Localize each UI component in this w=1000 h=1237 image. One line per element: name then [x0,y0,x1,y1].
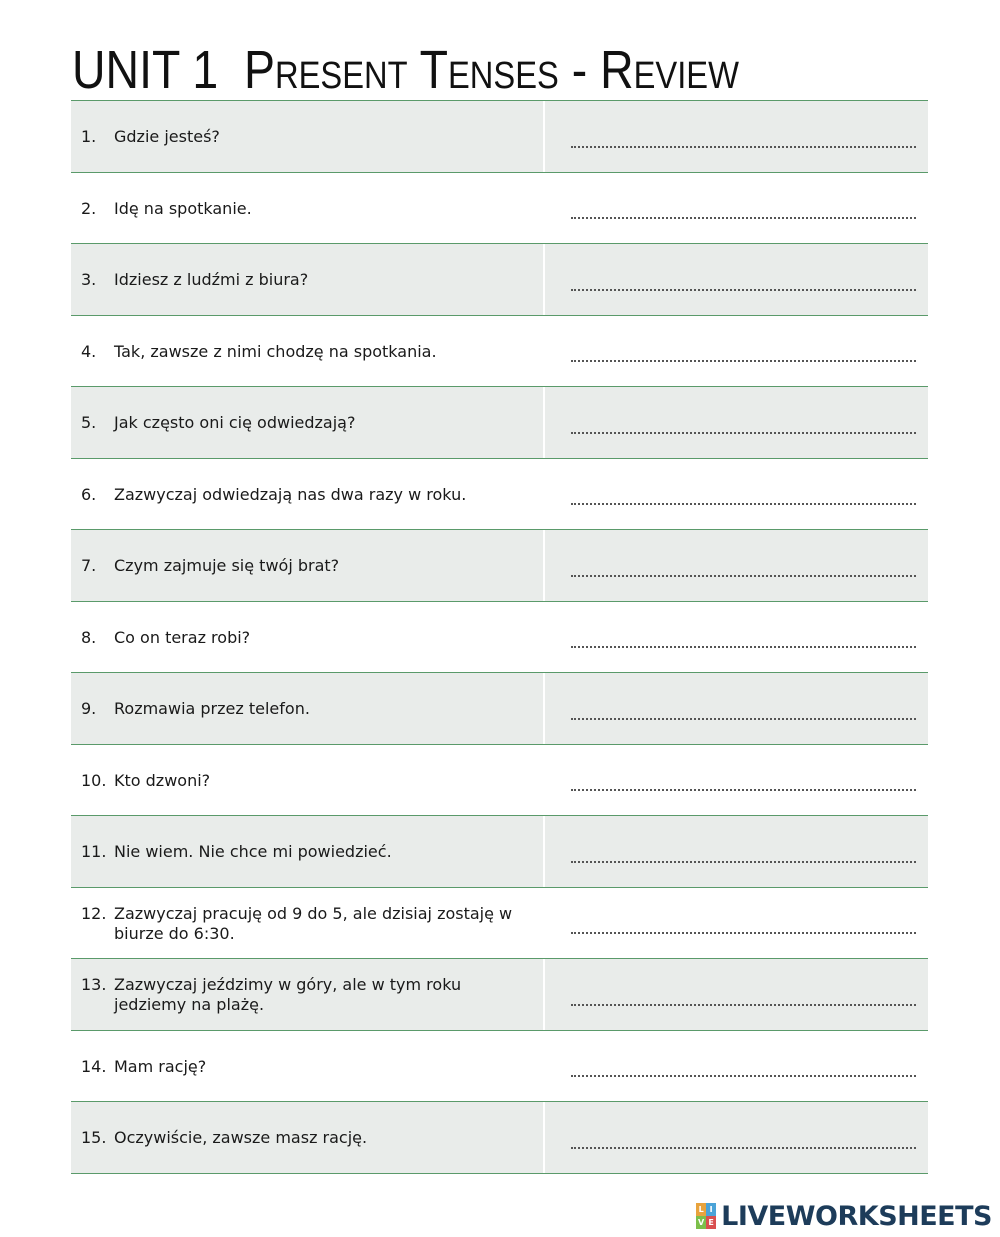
question-number: 12. [81,903,107,923]
answer-cell [545,459,928,530]
question-number: 10. [81,770,107,790]
question-text: Co on teraz robi? [114,627,251,647]
question-row [71,459,928,531]
answer-cell [545,387,928,458]
question-row [71,602,928,674]
question-number: 7. [81,556,97,575]
question-text: Oczywiście, zawsze masz rację. [114,1128,368,1147]
question-cell [71,602,545,673]
question-text: Idę na spotkanie. [114,198,252,218]
question-cell [71,387,545,458]
question-row [71,888,928,960]
answer-cell [545,1102,928,1173]
question-cell [71,173,545,244]
answer-input-line[interactable] [571,646,916,648]
question-text: Gdzie jesteś? [114,127,220,146]
answer-input-line[interactable] [571,217,916,219]
answer-input-line[interactable] [571,360,916,362]
question-text: Zazwyczaj pracuję od 9 do 5, ale dzisiaj zostaję w biurze do 6:30. [114,903,513,943]
answer-cell [545,1031,928,1102]
question-cell [71,1102,545,1173]
question-row [71,745,928,817]
title-unit: UNIT 1 [72,40,219,100]
question-number: 2. [81,198,97,218]
answer-cell [545,173,928,244]
question-row [71,959,928,1031]
question-cell [71,101,545,172]
answer-input-line[interactable] [571,932,916,934]
question-text: Mam rację? [114,1056,207,1076]
question-number: 11. [81,842,107,861]
question-row [71,1102,928,1174]
title-topic: Present Tenses - Review [244,40,739,100]
answer-cell [545,816,928,887]
answer-cell [545,316,928,387]
question-number: 6. [81,484,97,504]
question-cell [71,745,545,816]
answer-input-line[interactable] [571,1075,916,1077]
question-number: 9. [81,699,97,718]
question-number: 13. [81,975,107,994]
question-cell [71,316,545,387]
liveworksheets-logo [696,1199,992,1233]
question-row [71,387,928,459]
question-row [71,244,928,316]
question-cell [71,1031,545,1102]
answer-cell [545,745,928,816]
question-number: 3. [81,270,97,289]
answer-input-line[interactable] [571,289,916,291]
answer-cell [545,244,928,315]
answer-input-line[interactable] [571,432,916,434]
answer-input-line[interactable] [571,575,916,577]
question-cell [71,888,545,959]
question-number: 5. [81,413,97,432]
answer-cell [545,959,928,1030]
question-text: Idziesz z ludźmi z biura? [114,270,309,289]
question-text: Rozmawia przez telefon. [114,699,310,718]
question-number: 14. [81,1056,107,1076]
page-title [72,38,739,102]
answer-cell [545,888,928,959]
answer-input-line[interactable] [571,789,916,791]
question-text: Tak, zawsze z nimi chodzę na spotkania. [114,341,437,361]
question-text: Zazwyczaj jeździmy w góry, ale w tym roku jedziemy na plażę. [114,975,462,1014]
logo-mark-letter: V [698,1218,705,1227]
question-cell [71,673,545,744]
question-cell [71,530,545,601]
question-cell [71,959,545,1030]
question-cell [71,459,545,530]
question-row [71,1031,928,1103]
answer-cell [545,673,928,744]
question-text: Czym zajmuje się twój brat? [114,556,340,575]
answer-cell [545,101,928,172]
question-text: Zazwyczaj odwiedzają nas dwa razy w roku. [114,484,467,504]
answer-input-line[interactable] [571,146,916,148]
answer-input-line[interactable] [571,718,916,720]
question-cell [71,244,545,315]
answer-input-line[interactable] [571,503,916,505]
logo-mark-letter: L [696,1203,706,1216]
question-table [71,100,928,1174]
question-row [71,816,928,888]
answer-input-line[interactable] [571,1147,916,1149]
question-text: Kto dzwoni? [114,770,211,790]
question-number: 15. [81,1128,107,1147]
question-number: 1. [81,127,97,146]
logo-text: LIVEWORKSHEETS [721,1200,992,1232]
logo-mark-letter: I [706,1203,716,1216]
question-row [71,673,928,745]
logo-mark-icon [696,1203,716,1229]
question-row [71,316,928,388]
question-row [71,173,928,245]
question-number: 4. [81,341,97,361]
question-text: Jak często oni cię odwiedzają? [114,413,356,432]
answer-cell [545,602,928,673]
question-row [71,530,928,602]
question-text: Nie wiem. Nie chce mi powiedzieć. [114,842,392,861]
answer-input-line[interactable] [571,861,916,863]
question-number: 8. [81,627,97,647]
answer-input-line[interactable] [571,1004,916,1006]
question-cell [71,816,545,887]
logo-mark-letter: E [706,1216,716,1229]
answer-cell [545,530,928,601]
question-row [71,101,928,173]
